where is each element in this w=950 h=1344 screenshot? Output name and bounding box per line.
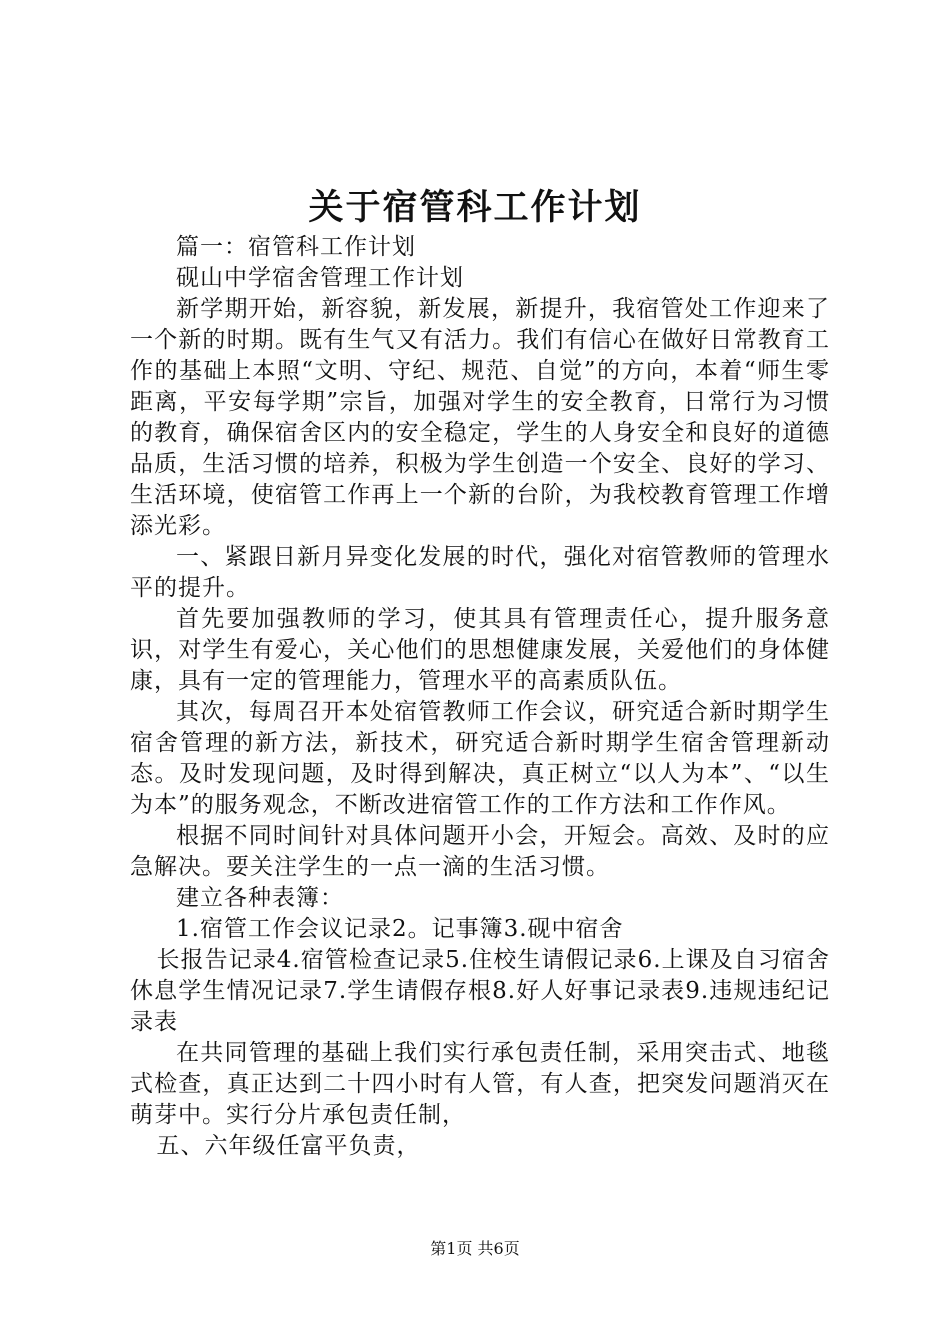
- paragraph-intro: 新学期开始，新容貌，新发展，新提升，我宿管处工作迎来了一个新的时期。既有生气又有活力。我们有信心在做好日常教育工作的基础上本照“文明、守纪、规范、自觉”的方向，本着“师生零距离，平安每学期”宗旨，加强对学生的安全教育，日常行为习惯的教育，确保宿舍区内的安全稳定，学生的人身安全和良好的道德品质，生活习惯的培养，积极为学生创造一个安全、良好的学习、生活环境，使宿管工作再上一个新的台阶，为我校教育管理工作增添光彩。: [130, 296, 830, 539]
- document-title: 关于宿管科工作计划: [308, 187, 642, 228]
- paragraph-grade-assignment: 五、六年级任富平负责，: [156, 1133, 421, 1159]
- paragraph-teacher-study: 首先要加强教师的学习，使其具有管理责任心，提升服务意识，对学生有爱心，关心他们的思想健康发展，关爱他们的身体健康，具有一定的管理能力，管理水平的高素质队伍。: [130, 606, 830, 694]
- paragraph-records-list-start: 1.宿管工作会议记录2。记事簿3.砚中宿舍: [176, 916, 624, 942]
- paragraph-records-heading: 建立各种表簿：: [176, 885, 344, 911]
- document-body: [130, 232, 830, 1162]
- paragraph-records-list-cont: 长报告记录4.宿管检查记录5.住校生请假记录6.上课及自习宿舍休息学生情况记录7.学生请假存根8.好人好事记录表9.违规违纪记录表: [130, 947, 830, 1035]
- page-footer: 第1页 共6页: [430, 1239, 520, 1258]
- paragraph-section-one: 一、紧跟日新月异变化发展的时代，强化对宿管教师的管理水平的提升。: [130, 544, 830, 601]
- paragraph-short-meetings: 根据不同时间针对具体问题开小会，开短会。高效、及时的应急解决。要关注学生的一点一滴的生活习惯。: [130, 823, 830, 880]
- paragraph-weekly-meeting: 其次，每周召开本处宿管教师工作会议，研究适合新时期学生宿舍管理的新方法，新技术，研究适合新时期学生宿舍管理新动态。及时发现问题，及时得到解决，真正树立“以人为本”、“以生为本”的服务观念，不断改进宿管工作的工作方法和工作作风。: [130, 699, 830, 818]
- paragraph-heading-part-one: 篇一：宿管科工作计划: [176, 234, 416, 260]
- paragraph-subtitle: 砚山中学宿舍管理工作计划: [176, 265, 464, 291]
- paragraph-responsibility: 在共同管理的基础上我们实行承包责任制，采用突击式、地毯式检查，真正达到二十四小时有人管，有人查，把突发问题消灭在萌芽中。实行分片承包责任制，: [130, 1040, 830, 1128]
